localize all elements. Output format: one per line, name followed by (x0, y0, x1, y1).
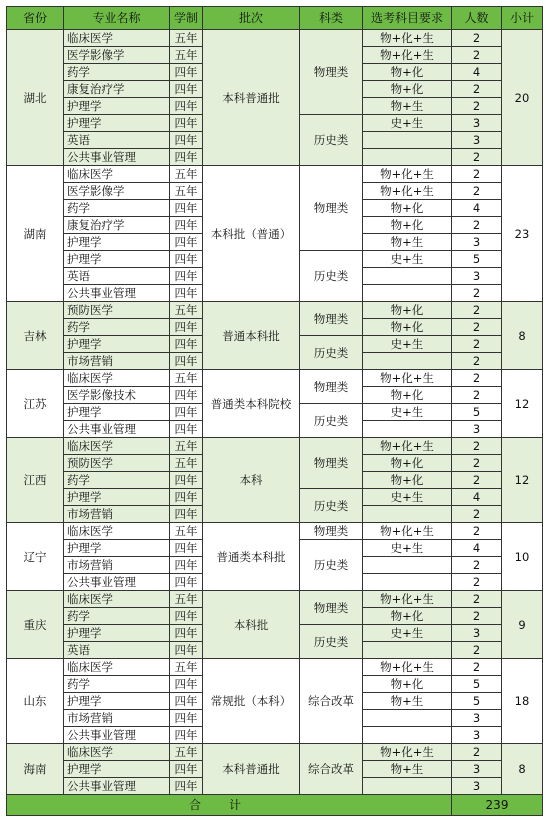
count-cell: 2 (452, 557, 502, 574)
major-cell: 护理学 (64, 693, 170, 710)
table-row (7, 744, 543, 761)
province-cell: 辽宁 (7, 523, 64, 591)
table-row (7, 438, 543, 455)
count-cell: 2 (452, 608, 502, 625)
count-cell: 2 (452, 149, 502, 166)
subject-requirement-cell (363, 506, 452, 523)
count-cell: 3 (452, 268, 502, 285)
years-cell: 四年 (170, 710, 203, 727)
count-cell: 3 (452, 115, 502, 132)
count-cell: 4 (452, 200, 502, 217)
count-cell: 2 (452, 574, 502, 591)
subject-requirement-cell: 物+化+生 (363, 370, 452, 387)
subject-requirement-cell: 物+化 (363, 319, 452, 336)
count-cell: 2 (452, 98, 502, 115)
major-cell: 英语 (64, 268, 170, 285)
table-row (7, 302, 543, 319)
subtotal-cell: 18 (502, 659, 543, 744)
category-cell: 历史类 (300, 625, 363, 659)
major-cell: 药学 (64, 676, 170, 693)
major-cell: 临床医学 (64, 370, 170, 387)
major-cell: 临床医学 (64, 166, 170, 183)
major-cell: 护理学 (64, 404, 170, 421)
count-cell: 2 (452, 336, 502, 353)
years-cell: 五年 (170, 523, 203, 540)
subject-requirement-cell: 物+化+生 (363, 591, 452, 608)
category-cell: 历史类 (300, 251, 363, 302)
count-cell: 2 (452, 659, 502, 676)
subject-requirement-cell: 物+化 (363, 472, 452, 489)
major-cell: 英语 (64, 132, 170, 149)
major-cell: 临床医学 (64, 30, 170, 47)
subject-requirement-cell (363, 642, 452, 659)
table-row (7, 591, 543, 608)
category-cell: 物理类 (300, 166, 363, 251)
subtotal-cell: 23 (502, 166, 543, 302)
years-cell: 五年 (170, 455, 203, 472)
batch-cell: 常规批（本科） (203, 659, 300, 744)
subject-requirement-cell (363, 557, 452, 574)
years-cell: 四年 (170, 285, 203, 302)
major-cell: 市场营销 (64, 353, 170, 370)
table-row (7, 523, 543, 540)
subject-requirement-cell (363, 268, 452, 285)
batch-cell: 普通类本科批 (203, 523, 300, 591)
subject-requirement-cell: 史+生 (363, 115, 452, 132)
major-cell: 护理学 (64, 98, 170, 115)
count-cell: 5 (452, 404, 502, 421)
header-batch: 批次 (203, 7, 300, 30)
total-row (7, 795, 543, 816)
major-cell: 康复治疗学 (64, 81, 170, 98)
subject-requirement-cell: 物+化+生 (363, 47, 452, 64)
category-cell: 历史类 (300, 404, 363, 438)
subject-requirement-cell: 物+化 (363, 455, 452, 472)
category-cell: 历史类 (300, 336, 363, 370)
count-cell: 2 (452, 744, 502, 761)
major-cell: 公共事业管理 (64, 285, 170, 302)
years-cell: 四年 (170, 472, 203, 489)
major-cell: 公共事业管理 (64, 421, 170, 438)
count-cell: 2 (452, 285, 502, 302)
years-cell: 四年 (170, 506, 203, 523)
province-cell: 湖北 (7, 30, 64, 166)
total-label: 合计 (7, 795, 452, 816)
subject-requirement-cell (363, 727, 452, 744)
subject-requirement-cell: 史+生 (363, 625, 452, 642)
batch-cell: 本科批 (203, 591, 300, 659)
years-cell: 五年 (170, 591, 203, 608)
subtotal-cell: 12 (502, 370, 543, 438)
header-years: 学制 (170, 7, 203, 30)
header-row (7, 7, 543, 30)
years-cell: 五年 (170, 302, 203, 319)
table-row (7, 370, 543, 387)
years-cell: 五年 (170, 370, 203, 387)
subject-requirement-cell: 物+化 (363, 387, 452, 404)
header-province: 省份 (7, 7, 64, 30)
major-cell: 药学 (64, 319, 170, 336)
subject-requirement-cell: 史+生 (363, 404, 452, 421)
major-cell: 公共事业管理 (64, 727, 170, 744)
subject-requirement-cell: 物+化 (363, 676, 452, 693)
major-cell: 护理学 (64, 761, 170, 778)
subtotal-cell: 20 (502, 30, 543, 166)
years-cell: 四年 (170, 625, 203, 642)
years-cell: 四年 (170, 149, 203, 166)
count-cell: 5 (452, 693, 502, 710)
province-cell: 江苏 (7, 370, 64, 438)
count-cell: 2 (452, 387, 502, 404)
subject-requirement-cell: 物+化+生 (363, 166, 452, 183)
years-cell: 四年 (170, 574, 203, 591)
years-cell: 四年 (170, 217, 203, 234)
major-cell: 药学 (64, 64, 170, 81)
subject-requirement-cell: 物+化+生 (363, 659, 452, 676)
province-cell: 山东 (7, 659, 64, 744)
category-cell: 历史类 (300, 115, 363, 166)
count-cell: 3 (452, 778, 502, 795)
count-cell: 3 (452, 761, 502, 778)
subject-requirement-cell (363, 285, 452, 302)
major-cell: 医学影像学 (64, 47, 170, 64)
major-cell: 康复治疗学 (64, 217, 170, 234)
subject-requirement-cell: 物+化+生 (363, 30, 452, 47)
major-cell: 临床医学 (64, 744, 170, 761)
major-cell: 预防医学 (64, 302, 170, 319)
count-cell: 2 (452, 302, 502, 319)
years-cell: 四年 (170, 778, 203, 795)
major-cell: 临床医学 (64, 659, 170, 676)
major-cell: 临床医学 (64, 438, 170, 455)
years-cell: 四年 (170, 557, 203, 574)
years-cell: 四年 (170, 421, 203, 438)
count-cell: 3 (452, 421, 502, 438)
major-cell: 护理学 (64, 251, 170, 268)
subtotal-cell: 9 (502, 591, 543, 659)
major-cell: 护理学 (64, 115, 170, 132)
major-cell: 药学 (64, 608, 170, 625)
batch-cell: 本科 (203, 438, 300, 523)
years-cell: 四年 (170, 268, 203, 285)
province-cell: 海南 (7, 744, 64, 795)
years-cell: 四年 (170, 319, 203, 336)
enrollment-plan-table-container (6, 6, 543, 816)
years-cell: 四年 (170, 540, 203, 557)
years-cell: 四年 (170, 81, 203, 98)
count-cell: 2 (452, 642, 502, 659)
major-cell: 医学影像学 (64, 183, 170, 200)
header-count: 人数 (452, 7, 502, 30)
major-cell: 护理学 (64, 540, 170, 557)
count-cell: 2 (452, 438, 502, 455)
count-cell: 3 (452, 710, 502, 727)
years-cell: 四年 (170, 64, 203, 81)
header-category: 科类 (300, 7, 363, 30)
table-row (7, 166, 543, 183)
province-cell: 江西 (7, 438, 64, 523)
subject-requirement-cell: 物+生 (363, 98, 452, 115)
count-cell: 2 (452, 81, 502, 98)
count-cell: 4 (452, 489, 502, 506)
subject-requirement-cell: 物+化 (363, 217, 452, 234)
province-cell: 重庆 (7, 591, 64, 659)
years-cell: 四年 (170, 727, 203, 744)
major-cell: 护理学 (64, 625, 170, 642)
count-cell: 2 (452, 183, 502, 200)
subtotal-cell: 10 (502, 523, 543, 591)
batch-cell: 普通本科批 (203, 302, 300, 370)
major-cell: 临床医学 (64, 591, 170, 608)
count-cell: 2 (452, 591, 502, 608)
subject-requirement-cell: 物+化 (363, 81, 452, 98)
count-cell: 2 (452, 319, 502, 336)
subject-requirement-cell: 史+生 (363, 489, 452, 506)
subject-requirement-cell: 史+生 (363, 540, 452, 557)
years-cell: 五年 (170, 166, 203, 183)
years-cell: 四年 (170, 489, 203, 506)
count-cell: 3 (452, 234, 502, 251)
count-cell: 2 (452, 370, 502, 387)
years-cell: 四年 (170, 404, 203, 421)
batch-cell: 本科普通批 (203, 744, 300, 795)
count-cell: 2 (452, 523, 502, 540)
major-cell: 公共事业管理 (64, 778, 170, 795)
category-cell: 物理类 (300, 370, 363, 404)
batch-cell: 本科普通批 (203, 30, 300, 166)
subject-requirement-cell (363, 710, 452, 727)
subject-requirement-cell (363, 421, 452, 438)
table-body (7, 30, 543, 795)
major-cell: 公共事业管理 (64, 574, 170, 591)
major-cell: 临床医学 (64, 523, 170, 540)
subject-requirement-cell: 物+化 (363, 64, 452, 81)
years-cell: 四年 (170, 200, 203, 217)
count-cell: 2 (452, 455, 502, 472)
subject-requirement-cell (363, 778, 452, 795)
subject-requirement-cell (363, 353, 452, 370)
category-cell: 物理类 (300, 591, 363, 625)
major-cell: 市场营销 (64, 710, 170, 727)
major-cell: 药学 (64, 200, 170, 217)
major-cell: 英语 (64, 642, 170, 659)
subject-requirement-cell: 物+生 (363, 234, 452, 251)
years-cell: 四年 (170, 676, 203, 693)
category-cell: 物理类 (300, 30, 363, 115)
header-subtotal: 小计 (502, 7, 543, 30)
years-cell: 五年 (170, 47, 203, 64)
subtotal-cell: 8 (502, 744, 543, 795)
batch-cell: 普通类本科院校 (203, 370, 300, 438)
count-cell: 2 (452, 353, 502, 370)
table-row (7, 659, 543, 676)
subject-requirement-cell: 物+化+生 (363, 438, 452, 455)
count-cell: 2 (452, 166, 502, 183)
subject-requirement-cell: 物+生 (363, 761, 452, 778)
years-cell: 五年 (170, 659, 203, 676)
subtotal-cell: 8 (502, 302, 543, 370)
major-cell: 护理学 (64, 234, 170, 251)
subject-requirement-cell (363, 149, 452, 166)
years-cell: 四年 (170, 336, 203, 353)
count-cell: 2 (452, 30, 502, 47)
subtotal-cell: 12 (502, 438, 543, 523)
category-cell: 物理类 (300, 302, 363, 336)
years-cell: 四年 (170, 642, 203, 659)
count-cell: 5 (452, 676, 502, 693)
count-cell: 2 (452, 47, 502, 64)
major-cell: 护理学 (64, 336, 170, 353)
subject-requirement-cell: 物+生 (363, 693, 452, 710)
years-cell: 五年 (170, 438, 203, 455)
years-cell: 四年 (170, 387, 203, 404)
province-cell: 吉林 (7, 302, 64, 370)
major-cell: 市场营销 (64, 506, 170, 523)
total-value: 239 (452, 795, 543, 816)
category-cell: 物理类 (300, 523, 363, 540)
count-cell: 2 (452, 217, 502, 234)
major-cell: 预防医学 (64, 455, 170, 472)
major-cell: 药学 (64, 472, 170, 489)
subject-requirement-cell: 物+化 (363, 200, 452, 217)
header-major: 专业名称 (64, 7, 170, 30)
years-cell: 五年 (170, 183, 203, 200)
major-cell: 市场营销 (64, 557, 170, 574)
years-cell: 四年 (170, 761, 203, 778)
years-cell: 四年 (170, 115, 203, 132)
subject-requirement-cell: 物+化 (363, 302, 452, 319)
subject-requirement-cell: 物+化 (363, 608, 452, 625)
category-cell: 综合改革 (300, 744, 363, 795)
count-cell: 3 (452, 625, 502, 642)
header-subject-requirement: 选考科目要求 (363, 7, 452, 30)
major-cell: 护理学 (64, 489, 170, 506)
count-cell: 4 (452, 540, 502, 557)
subject-requirement-cell: 史+生 (363, 251, 452, 268)
category-cell: 物理类 (300, 438, 363, 489)
major-cell: 医学影像技术 (64, 387, 170, 404)
years-cell: 五年 (170, 744, 203, 761)
subject-requirement-cell (363, 574, 452, 591)
years-cell: 四年 (170, 608, 203, 625)
count-cell: 4 (452, 64, 502, 81)
subject-requirement-cell: 物+化+生 (363, 523, 452, 540)
years-cell: 四年 (170, 132, 203, 149)
years-cell: 四年 (170, 693, 203, 710)
subject-requirement-cell: 物+化+生 (363, 744, 452, 761)
table-row (7, 30, 543, 47)
count-cell: 3 (452, 727, 502, 744)
category-cell: 综合改革 (300, 659, 363, 744)
batch-cell: 本科批（普通） (203, 166, 300, 302)
province-cell: 湖南 (7, 166, 64, 302)
count-cell: 2 (452, 472, 502, 489)
years-cell: 五年 (170, 30, 203, 47)
subject-requirement-cell: 史+生 (363, 336, 452, 353)
enrollment-plan-table (6, 6, 543, 816)
years-cell: 四年 (170, 353, 203, 370)
years-cell: 四年 (170, 251, 203, 268)
subject-requirement-cell: 物+化+生 (363, 183, 452, 200)
category-cell: 历史类 (300, 540, 363, 591)
subject-requirement-cell (363, 132, 452, 149)
count-cell: 3 (452, 132, 502, 149)
major-cell: 公共事业管理 (64, 149, 170, 166)
category-cell: 历史类 (300, 489, 363, 523)
count-cell: 5 (452, 251, 502, 268)
years-cell: 四年 (170, 98, 203, 115)
years-cell: 四年 (170, 234, 203, 251)
count-cell: 2 (452, 506, 502, 523)
